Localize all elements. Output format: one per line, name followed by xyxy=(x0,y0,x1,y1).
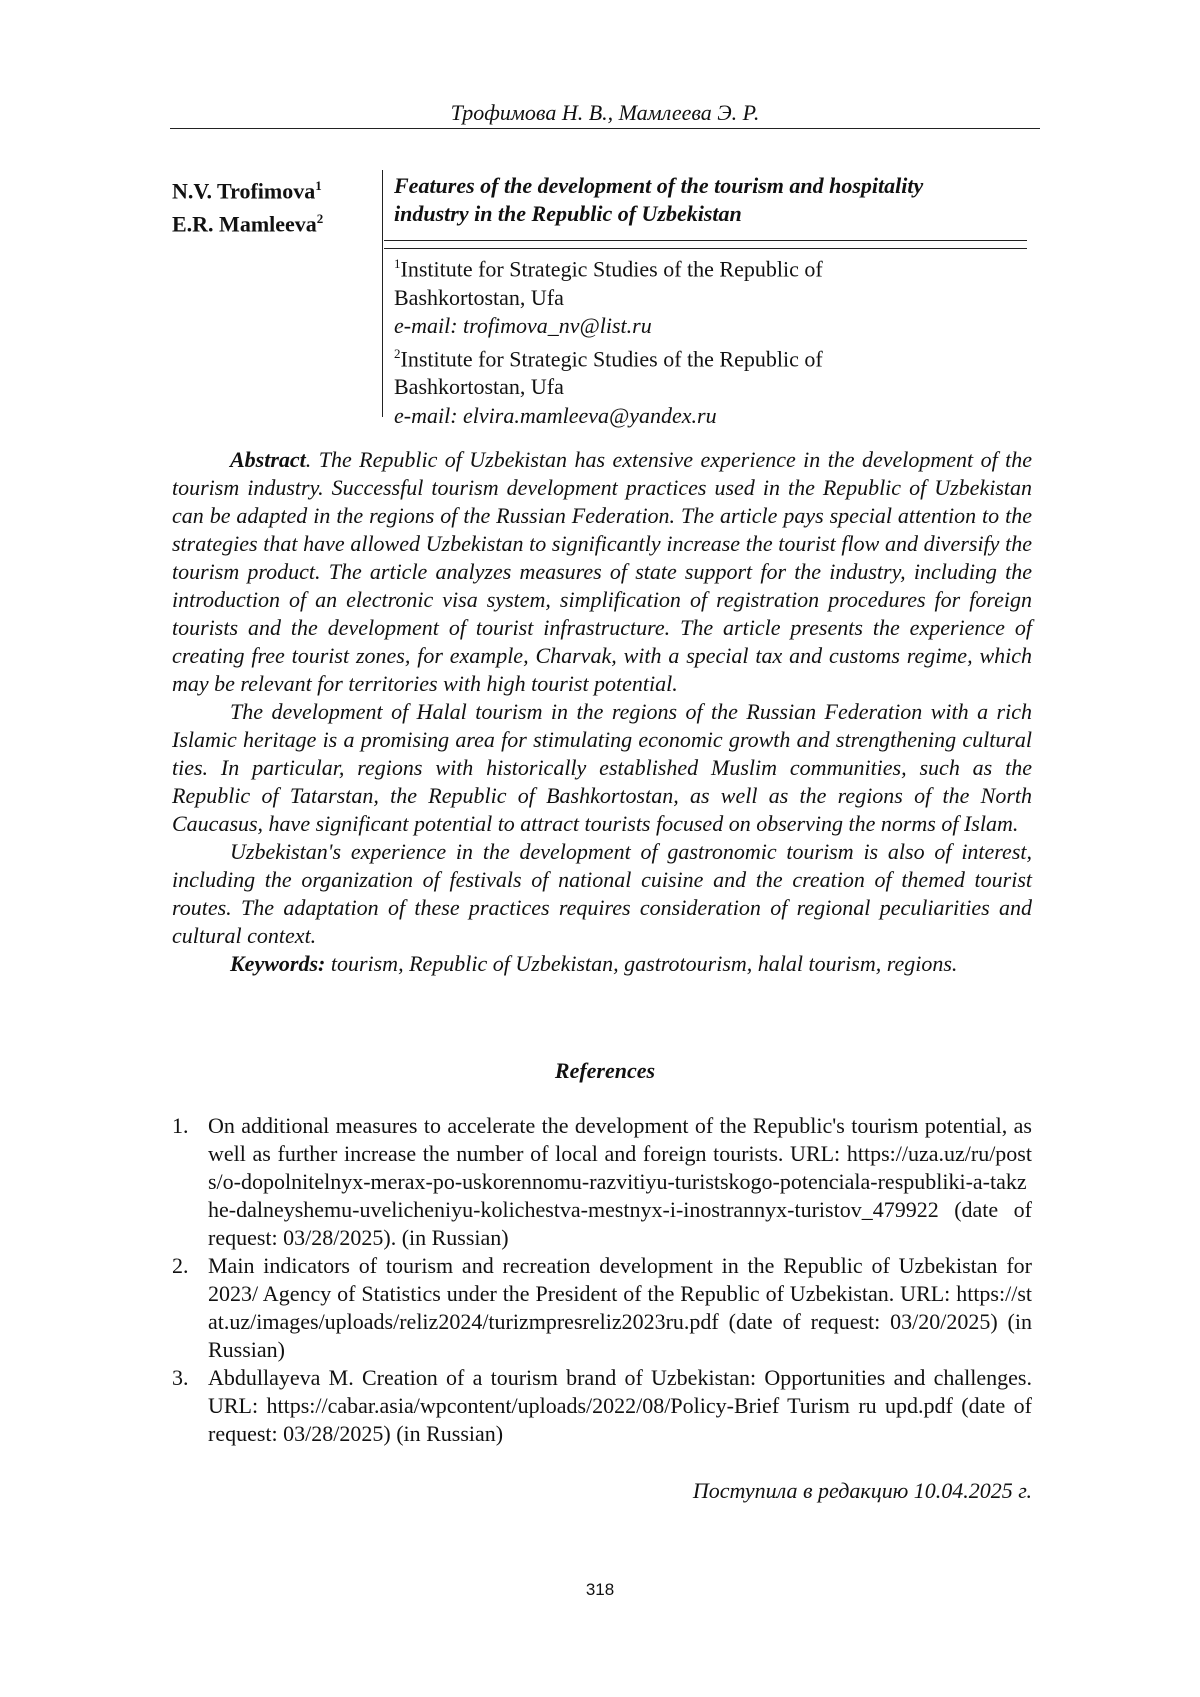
affiliation: $^2$Institute for Strategic Studies of the Republic of xyxy=(394,345,823,372)
running-head: Трофимова Н. В., Мамлеева Э. Р. xyxy=(450,100,760,125)
abstract xyxy=(172,446,1032,978)
abstract-paragraph: Abstract. The Republic of Uzbekistan has extensive experience in the development of the tourism industry. Successful tourism development practices used in the Republic of Uzbekistan can be adapted in the regions of the Russian Federation. The article pays special attention to the strategies that have allowed Uzbekistan to significantly increase the tourist flow and diversify the tourism product. The article analyzes measures of state support for the industry, including the introduction of an electronic visa system, simplification of registration procedures for foreign tourists and the development of tourist infrastructure. The article presents the experience of creating free tourist zones, for example, Charvak, with a special tax and customs regime, which may be relevant for territories with high tourist potential. xyxy=(172,447,1032,696)
author: N.V. Trofimova$^1$ xyxy=(172,178,322,204)
abstract-paragraph: The development of Halal tourism in the regions of the Russian Federation with a rich Islamic heritage is a promising area for stimulating economic growth and strengthening cultural ties. In particular, regions with historically established Muslim communities, such as the Republic of Tatarstan, the Republic of Bashkortostan, as well as the regions of the North Caucasus, have significant potential to attract tourists focused on observing the norms of Islam. xyxy=(172,699,1032,836)
reference-item: 2. Main indicators of tourism and recreation development in the Republic of Uzbekistan for 2023/ Agency of Statistics under the President of the Republic of Uzbekistan. URL: https://stat.uz/images/uploads/reliz2024/turizmpresreliz2023ru.pdf (date of request: 03/20/2025) (in Russian) xyxy=(172,1253,1032,1362)
author: E.R. Mamleeva$^2$ xyxy=(172,211,324,237)
reference-item: 1. On additional measures to accelerate the development of the Republic's tourism potential, as well as further increase the number of local and foreign tourists. URL: https://uza.uz/ru/posts/o-dopolnitelnyx-merax-po-uskorennomu-razvitiyu-turistskogo-potenciala-respubliki-a-takzhe-dalneyshemu-uvelicheniyu-kolichestva-mestnyx-i-inostrannyx-turistov_479922 (date of request: 03/28/2025). (in Russian) xyxy=(172,1113,1032,1250)
reference-item: 3. Abdullayeva M. Creation of a tourism brand of Uzbekistan: Opportunities and challenges. URL: https://cabar.asia/wpcontent/uploads/2022/08/Policy-Brief Turism ru upd.pdf (date of request: 03/28/2025) (in Russian) xyxy=(172,1365,1032,1446)
keywords: Keywords: tourism, Republic of Uzbekistan, gastrotourism, halal tourism, regions. xyxy=(230,951,958,976)
title-rule xyxy=(384,240,1027,241)
reference-url[interactable]: https://cabar.asia/wpcontent/uploads/2022/08/Policy-Brief Turism ru upd.pdf xyxy=(266,1393,953,1418)
references-heading: References xyxy=(554,1058,656,1083)
affiliation: $^1$Institute for Strategic Studies of the Republic of xyxy=(394,256,823,282)
author-list xyxy=(172,172,323,239)
received-date: Поступила в редакцию 10.04.2025 г. xyxy=(692,1478,1032,1503)
affiliations xyxy=(394,250,1034,430)
article-title: Features of the development of the tourism and hospitality industry in the Republic of Uzbekistan xyxy=(394,173,924,226)
header-rule xyxy=(170,128,1040,129)
page-number: 318 xyxy=(585,1580,615,1599)
email: e-mail: trofimova_nv@list.ru xyxy=(394,312,652,338)
abstract-paragraph: Uzbekistan's experience in the development of gastronomic tourism is also of interest, including the organization of festivals of national cuisine and the creation of themed tourist routes. The adaptation of these practices requires consideration of regional peculiarities and cultural context. xyxy=(172,839,1032,948)
email: e-mail: elvira.mamleeva@yandex.ru xyxy=(394,402,717,428)
reference-url[interactable]: https://uza.uz/ru/posts/o-dopolnitelnyx-merax-po-uskorennomu-razvitiyu-turistskogo-potenciala-respubliki-a-takzhe-dalneyshemu-uvelicheniyu-kolichestva-mestnyx-i-inostrannyx-turistov_479922 xyxy=(208,1141,1032,1222)
reference-list xyxy=(172,1112,1032,1448)
abstract-label: Abstract xyxy=(230,447,306,472)
vertical-divider xyxy=(382,170,383,417)
affiliation-city: Bashkortostan, Ufa xyxy=(394,284,564,310)
affiliation-city: Bashkortostan, Ufa xyxy=(394,374,564,400)
keywords-label: Keywords: xyxy=(230,951,326,976)
title-rule xyxy=(384,248,1027,249)
reference-url[interactable]: https://stat.uz/images/uploads/reliz2024/turizmpresreliz2023ru.pdf xyxy=(208,1281,1032,1334)
